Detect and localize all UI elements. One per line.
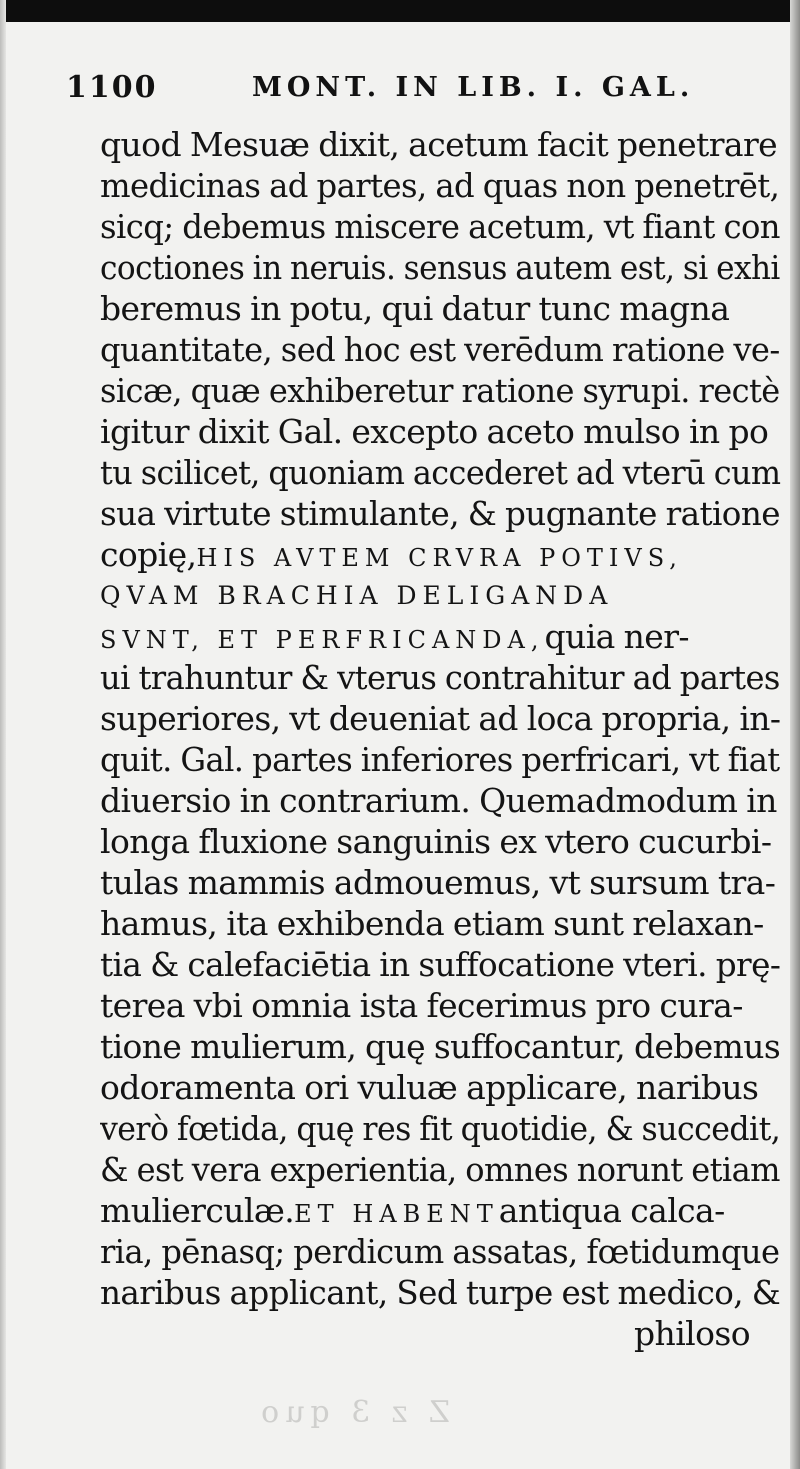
catchword: philoso: [634, 1314, 750, 1353]
text-run: antiqua calca-: [498, 1191, 725, 1230]
text-line: terea vbi omnia ista fecerimus pro cura-: [100, 986, 743, 1025]
show-through-bleed: Z z 3 quo: [255, 1395, 450, 1430]
text-line: igitur dixit Gal. excepto aceto mulso in po: [100, 412, 769, 451]
scan-top-border: [0, 0, 800, 22]
text-run: quia ner-: [544, 617, 689, 656]
text-line: medicinas ad partes, ad quas non penetrēt,: [100, 166, 780, 205]
page-number: 1100: [66, 70, 158, 105]
text-run: copię,: [100, 535, 197, 574]
text-line: sua virtute stimulante, & pugnante ratione: [100, 494, 780, 533]
text-line: tulas mammis admouemus, vt sursum tra-: [100, 863, 776, 902]
text-line-mixed: [100, 534, 780, 575]
running-head: [66, 70, 726, 110]
text-line: verò fœtida, quę res fit quotidie, & succedit,: [100, 1109, 781, 1148]
text-line: & est vera experientia, omnes norunt etiam: [100, 1150, 780, 1189]
text-line: odoramenta ori vuluæ applicare, naribus: [100, 1068, 759, 1107]
text-line: ui trahuntur & vterus contrahitur ad partes: [100, 658, 780, 697]
text-line: diuersio in contrarium. Quemadmodum in: [100, 781, 777, 820]
text-line: hamus, ita exhibenda etiam sunt relaxan-: [100, 904, 764, 943]
text-line: tu scilicet, quoniam accederet ad vterū cum: [100, 453, 781, 492]
lemma-line: QVAM BRACHIA DELIGANDA: [100, 581, 614, 610]
page-right-edge: [790, 0, 800, 1469]
text-line: superiores, vt deueniat ad loca propria, in-: [100, 699, 781, 738]
running-title: MONT. IN LIB. I. GAL.: [252, 72, 695, 103]
text-line: beremus in potu, qui datur tunc magna: [100, 289, 730, 328]
page-left-edge: [0, 0, 6, 1469]
text-line-mixed: [100, 1190, 780, 1231]
text-line: sicq; debemus miscere acetum, vt fiant con: [100, 207, 780, 246]
body-text: [100, 124, 780, 1354]
text-line: ria, pēnasq; perdicum assatas, fœtidumque: [100, 1232, 780, 1271]
lemma-small-caps: ET HABENT: [294, 1200, 499, 1228]
text-line: quod Mesuæ dixit, acetum facit penetrare: [100, 125, 778, 164]
text-line: sicæ, quæ exhiberetur ratione syrupi. rectè: [100, 371, 780, 410]
text-line-mixed: [100, 616, 780, 657]
text-run: mulierculæ.: [100, 1191, 295, 1230]
text-line: quantitate, sed hoc est verēdum ratione ve-: [100, 330, 780, 369]
text-line: coctiones in neruis. sensus autem est, si exhi: [100, 248, 780, 287]
lemma-small-caps: HIS AVTEM CRVRA POTIVS,: [196, 544, 683, 572]
text-line: naribus applicant, Sed turpe est medico, &: [100, 1273, 781, 1312]
text-line: tione mulierum, quę suffocantur, debemus: [100, 1027, 780, 1066]
lemma-small-caps: SVNT, ET PERFRICANDA,: [100, 626, 545, 654]
text-line: tia & calefaciētia in suffocatione vteri. prę-: [100, 945, 781, 984]
text-line: quit. Gal. partes inferiores perfricari, vt fiat: [100, 740, 780, 779]
text-line: longa fluxione sanguinis ex vtero cucurbi-: [100, 822, 772, 861]
